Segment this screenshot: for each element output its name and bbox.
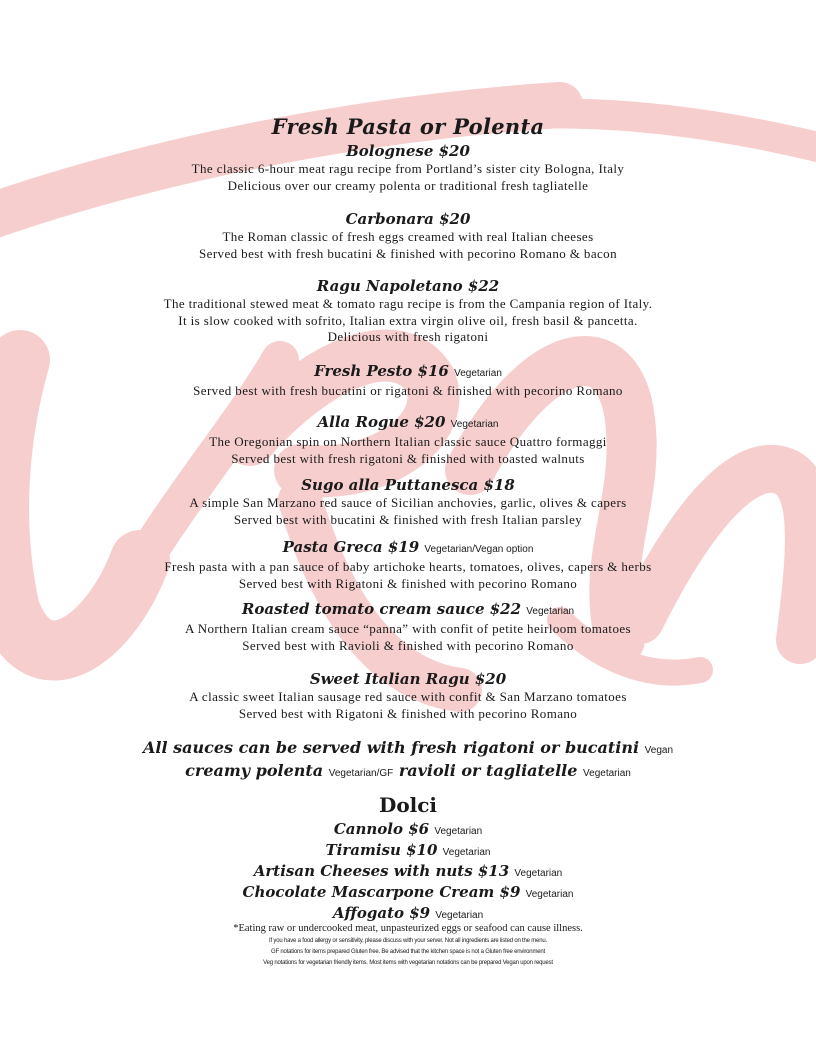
menu-item-title: Roasted tomato cream sauce $22 Vegetarian [241, 600, 575, 618]
menu-item-bolognese [0, 142, 816, 194]
dolci-item: Chocolate Mascarpone Cream $9 Vegetarian [242, 883, 574, 901]
dietary-tag: Vegetarian [583, 768, 631, 779]
menu-item-title: Pasta Greca $19 Vegetarian/Vegan option [282, 538, 534, 556]
footnote-allergy: If you have a food allergy or sensitivity, please discuss with your server. Not all ingredients are listed on the menu. [269, 938, 547, 944]
menu-item-title: Ragu Napoletano $22 [316, 277, 500, 295]
dietary-tag: Vegetarian [435, 910, 484, 921]
dietary-tag: Vegan [644, 745, 674, 756]
menu-item-description: Served best with fresh bucatini & finished with pecorino Romano & bacon [199, 245, 617, 261]
dolci-list [0, 820, 816, 925]
menu-item-description: Delicious with fresh rigatoni [327, 329, 489, 344]
menu-item-description: The traditional stewed meat & tomato ragu recipe is from the Campania region of Italy. [163, 296, 653, 311]
dietary-tag: Vegetarian [514, 868, 563, 879]
menu-item-description: A simple San Marzano red sauce of Sicilian anchovies, garlic, olives & capers [189, 495, 627, 510]
menu-item-description: A Northern Italian cream sauce “panna” with confit of petite heirloom tomatoes [185, 621, 631, 636]
menu-item-title: Alla Rogue $20 Vegetarian [317, 413, 499, 431]
menu-item-description: A classic sweet Italian sausage red sauce with confit & San Marzano tomatoes [189, 689, 627, 704]
dolci-section-title: Dolci [378, 793, 438, 817]
menu-item-title: Fresh Pesto $16 Vegetarian [314, 362, 502, 380]
pasta-options-line-1: All sauces can be served with fresh rigatoni or bucatini Vegan [142, 738, 674, 757]
dolci-item: Tiramisu $10 Vegetarian [325, 841, 491, 859]
menu-item-puttanesca [0, 476, 816, 528]
menu-item-description: Delicious over our creamy polenta or traditional fresh tagliatelle [227, 177, 589, 193]
menu-item-title: Sweet Italian Ragu $20 [309, 670, 507, 688]
pasta-section-title: Fresh Pasta or Polenta [271, 114, 545, 139]
dietary-tag: Vegetarian/Vegan option [424, 544, 534, 555]
dietary-tag: Vegetarian [442, 847, 491, 858]
footnote-gluten-free: GF notations for items prepared Gluten free. Be advised that the kitchen space is not a Gluten free environment [271, 949, 545, 955]
pasta-options-line-2: creamy polenta Vegetarian/GF ravioli or tagliatelle Vegetarian [185, 761, 631, 780]
menu-item-description: Served best with bucatini & finished with fresh Italian parsley [233, 511, 583, 527]
menu-item-description: Served best with Ravioli & finished with pecorino Romano [242, 637, 574, 653]
dolci-item: Artisan Cheeses with nuts $13 Vegetarian [253, 862, 563, 880]
menu-item-description: The Roman classic of fresh eggs creamed with real Italian cheeses [222, 229, 594, 244]
menu-item-ragu-napoletano [0, 277, 816, 346]
dietary-tag: Vegetarian [434, 826, 483, 837]
menu-item-description: The Oregonian spin on Northern Italian classic sauce Quattro formaggi [209, 434, 607, 449]
footnotes [0, 922, 816, 969]
menu-item-description: Served best with fresh rigatoni & finished with toasted walnuts [231, 450, 585, 466]
dietary-tag: Vegetarian [526, 606, 575, 617]
menu-item-description: Fresh pasta with a pan sauce of baby artichoke hearts, tomatoes, olives, capers & herbs [164, 559, 652, 574]
menu-item-fresh-pesto [0, 362, 816, 400]
menu-item-title: Sugo alla Puttanesca $18 [301, 476, 515, 494]
menu-item-description: Served best with Rigatoni & finished with pecorino Romano [238, 705, 578, 721]
menu-item-description: It is slow cooked with sofrito, Italian extra virgin olive oil, fresh basil & pancetta. [178, 312, 638, 328]
menu-item-alla-rogue [0, 413, 816, 467]
menu-item-description: The classic 6-hour meat ragu recipe from Portland’s sister city Bologna, Italy [191, 161, 625, 176]
menu-item-roasted-tomato-cream [0, 600, 816, 654]
footnote-vegetarian: Veg notations for vegetarian friendly items. Most items with vegetarian notations can be prepared Vegan upon request [263, 960, 553, 966]
menu-item-pasta-greca [0, 538, 816, 592]
menu-item-description: Served best with fresh bucatini or rigatoni & finished with pecorino Romano [193, 383, 623, 398]
dietary-tag: Vegetarian [525, 889, 574, 900]
dietary-tag: Vegetarian [454, 368, 502, 379]
footnote-raw-food-warning: *Eating raw or undercooked meat, unpasteurized eggs or seafood can cause illness. [233, 923, 583, 934]
dolci-item: Cannolo $6 Vegetarian [333, 820, 483, 838]
menu-item-title: Bolognese $20 [346, 142, 470, 160]
menu-item-description: Served best with Rigatoni & finished with pecorino Romano [238, 575, 578, 591]
menu-item-title: Carbonara $20 [345, 210, 471, 228]
pasta-options [0, 738, 816, 784]
dietary-tag: Vegetarian/GF [328, 768, 394, 779]
dietary-tag: Vegetarian [450, 419, 499, 430]
dolci-item: Affogato $9 Vegetarian [332, 904, 484, 922]
menu-item-sweet-italian-ragu [0, 670, 816, 722]
menu-item-carbonara [0, 210, 816, 262]
